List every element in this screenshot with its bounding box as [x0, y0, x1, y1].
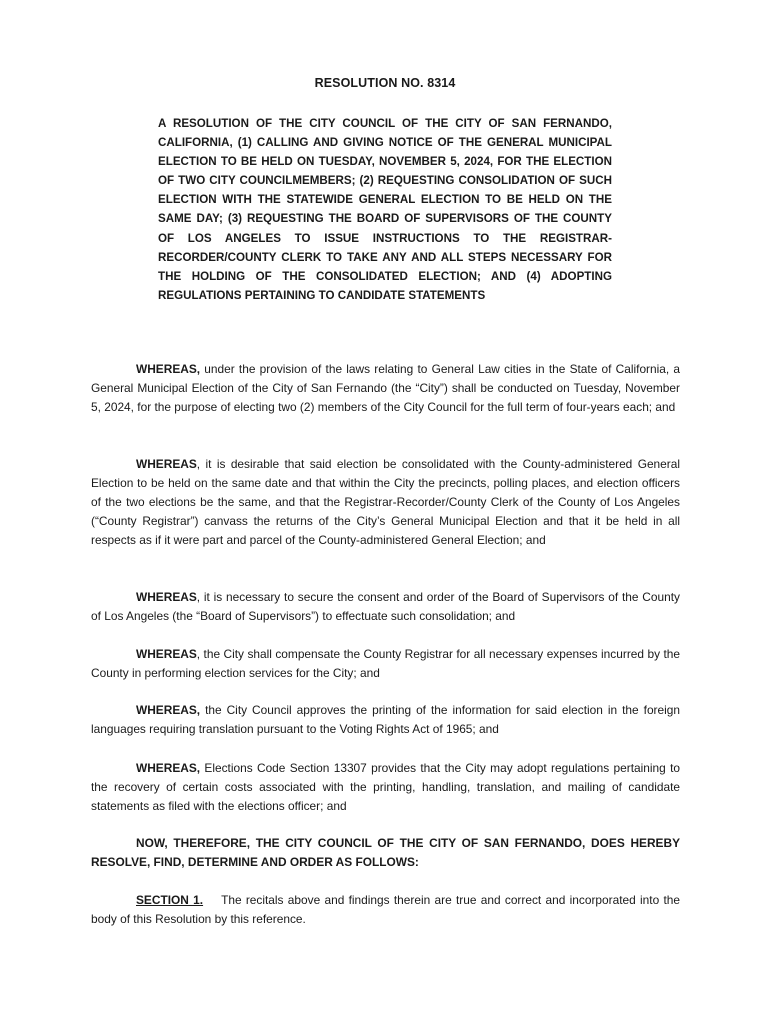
recital-paragraph: [91, 759, 680, 816]
recital-paragraph: [91, 588, 680, 626]
recital-paragraph: [91, 701, 680, 739]
recital-lead: WHEREAS,: [136, 362, 201, 376]
recital-text: , it is necessary to secure the consent and order of the Board of Supervisors of the County of Los Angeles (the “Board of Supervisors”) to effectuate such consolidation; and: [91, 590, 680, 624]
recital-lead: WHEREAS,: [136, 761, 201, 775]
section-1-paragraph: [91, 891, 680, 929]
recital-lead: WHEREAS,: [136, 703, 201, 717]
resolve-clause: NOW, THEREFORE, THE CITY COUNCIL OF THE CITY OF SAN FERNANDO, DOES HEREBY RESOLVE, FIND, DETERMINE AND ORDER AS FOLLOWS:: [91, 836, 680, 870]
recital-paragraph: [91, 360, 680, 417]
resolution-title: A RESOLUTION OF THE CITY COUNCIL OF THE CITY OF SAN FERNANDO, CALIFORNIA, (1) CALLING AND GIVING NOTICE OF THE GENERAL MUNICIPAL ELECTION TO BE HELD ON TUESDAY, NOVEMBER 5, 2024, FOR THE ELECTION OF TWO CITY COUNCILMEMBERS; (2) REQUESTING CONSOLIDATION OF SUCH ELECTION WITH THE STATEWIDE GENERAL ELECTION TO BE HELD ON THE SAME DAY; (3) REQUESTING THE BOARD OF SUPERVISORS OF THE COUNTY OF LOS ANGELES TO ISSUE INSTRUCTIONS TO THE REGISTRAR-RECORDER/COUNTY CLERK TO TAKE ANY AND ALL STEPS NECESSARY FOR THE HOLDING OF THE CONSOLIDATED ELECTION; AND (4) ADOPTING REGULATIONS PERTAINING TO CANDIDATE STATEMENTS: [158, 117, 612, 302]
recital-paragraph: [91, 455, 680, 550]
section-1-heading: SECTION 1.: [136, 893, 204, 907]
recital-lead: WHEREAS: [136, 590, 197, 604]
section-1-text: The recitals above and findings therein are true and correct and incorporated into the body of this Resolution by this reference.: [91, 893, 681, 927]
resolution-number: RESOLUTION NO. 8314: [314, 76, 456, 90]
recital-text: the City Council approves the printing of the information for said election in the foreign languages requiring translation pursuant to the Voting Rights Act of 1965; and: [91, 703, 680, 737]
recital-text: Elections Code Section 13307 provides that the City may adopt regulations pertaining to the recovery of certain costs associated with the printing, handling, translation, and mailing of candidate statements as filed with the elections officer; and: [91, 761, 680, 814]
recital-lead: WHEREAS: [136, 457, 197, 471]
recital-text: , it is desirable that said election be consolidated with the County-administered General Election to be held on the same date and that within the City the precincts, polling places, and election officers of the two elections be the same, and that the Registrar-Recorder/County Clerk of the County of Los Angeles (“County Registrar”) canvass the returns of the City’s General Municipal Election and that it be held in all respects as if it were part and parcel of the County-administered General Election; and: [91, 457, 680, 548]
recital-text: , the City shall compensate the County Registrar for all necessary expenses incurred by the County in performing election services for the City; and: [91, 647, 680, 681]
recital-lead: WHEREAS: [136, 647, 197, 661]
recital-paragraph: [91, 645, 680, 683]
recital-text: under the provision of the laws relating to General Law cities in the State of California, a General Municipal Election of the City of San Fernando (the “City”) shall be conducted on Tuesday, November 5, 2024, for the purpose of electing two (2) members of the City Council for the full term of four-years each; and: [91, 362, 680, 415]
